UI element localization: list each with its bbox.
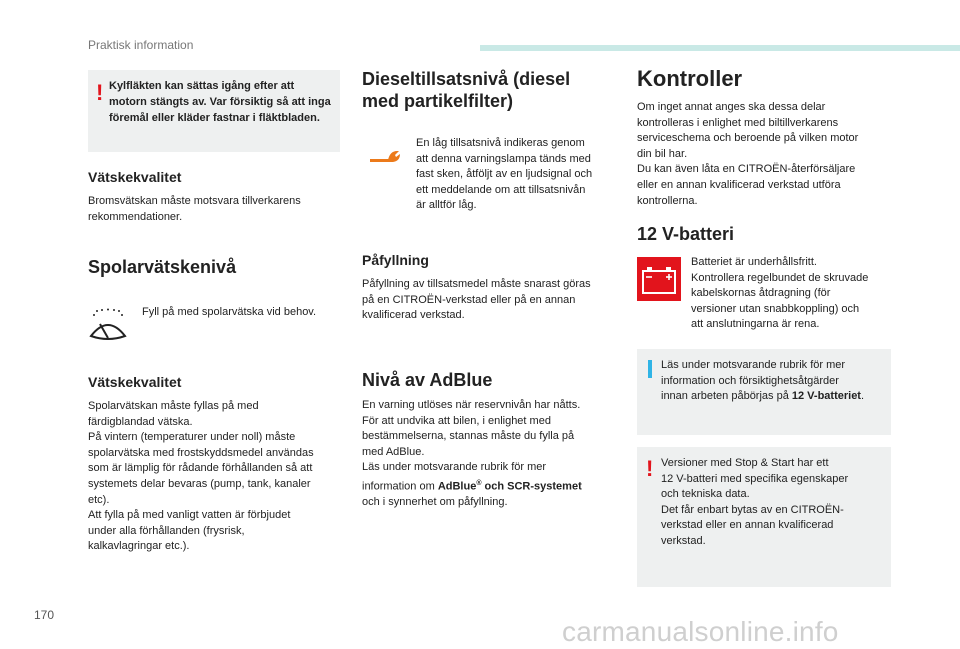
section-header: Praktisk information bbox=[88, 38, 194, 52]
text-line: kvalificerad verkstad. bbox=[362, 309, 465, 322]
text-line: En varning utlöses när reservnivån har nåtts. bbox=[362, 399, 581, 411]
windscreen-washer-icon bbox=[88, 308, 128, 344]
battery-icon bbox=[637, 257, 681, 301]
text-line: serviceschema och beroende på vilken motor bbox=[637, 132, 859, 145]
washer-fill-text: Fyll på med spolarvätska vid behov. bbox=[142, 306, 317, 318]
watermark: carmanualsonline.info bbox=[562, 616, 839, 647]
text-line: kontrolleras i enlighet med biltillverkarens bbox=[637, 116, 839, 129]
text-line: Batteriet är underhållsfritt. bbox=[691, 256, 817, 268]
battery-term: 12 V-batteriet bbox=[791, 390, 861, 403]
text-line: För att undvika att bilen, i enlighet med bbox=[362, 414, 551, 427]
heading-fluid-quality-2: Vätskekvalitet bbox=[88, 374, 182, 390]
text-line: Du kan även låta en CITROËN-återförsäljare bbox=[637, 163, 856, 176]
registered-mark: ® bbox=[476, 479, 482, 487]
battery-info-box bbox=[637, 349, 891, 435]
info-icon bbox=[648, 360, 652, 378]
text-line: som är lämplig för rådande förhållanden så att bbox=[88, 462, 313, 475]
text-line: kontrollerna. bbox=[637, 194, 698, 207]
text-line: din bil har. bbox=[637, 147, 688, 160]
text-line bbox=[362, 476, 622, 495]
text-line: Versioner med Stop & Start har ett bbox=[661, 457, 829, 469]
refill-text bbox=[362, 277, 612, 324]
text-line: Det får enbart bytas av en CITROËN- bbox=[661, 503, 844, 516]
text-line: information och försiktighetsåtgärder bbox=[661, 374, 839, 387]
checks-text bbox=[637, 100, 897, 209]
scr-term: och SCR-systemet bbox=[481, 480, 582, 493]
text-line: Spolarvätskan måste fyllas på med bbox=[88, 400, 259, 412]
heading-12v-battery: 12 V-batteri bbox=[637, 224, 735, 244]
text-line: verkstad eller en annan kvalificerad bbox=[661, 519, 834, 532]
text-span: information om bbox=[362, 480, 438, 493]
text-line: etc). bbox=[88, 493, 110, 506]
text-line: kabelskornas åtdragning (för bbox=[691, 287, 831, 300]
brake-fluid-text: Bromsvätskan måste motsvara tillverkarens rekommendationer. bbox=[88, 195, 301, 223]
text-line: Påfyllning av tillsatsmedel måste snarast göras bbox=[362, 278, 591, 290]
text-line: ett meddelande om att tillsatsnivån bbox=[416, 183, 586, 196]
text-line: Läs under motsvarande rubrik för mer bbox=[362, 461, 547, 474]
text-line bbox=[661, 389, 887, 405]
text-line: att anslutningarna är rena. bbox=[691, 318, 820, 331]
adblue-term: AdBlue bbox=[437, 480, 477, 493]
text-line: Att fylla på med vanligt vatten är förbjudet bbox=[88, 509, 291, 522]
header-accent-bar bbox=[480, 45, 960, 51]
text-line: 12 V-batteri med specifika egenskaper bbox=[661, 472, 849, 485]
heading-washer-level: Spolarvätskenivå bbox=[88, 257, 237, 277]
text-line: fast sken, åtföljt av en ljudsignal och bbox=[416, 168, 593, 181]
heading-diesel-additive bbox=[362, 68, 570, 112]
stop-start-warning-box bbox=[637, 447, 891, 587]
text-line: att denna varningslampa tänds med bbox=[416, 152, 591, 165]
diesel-additive-text bbox=[416, 136, 616, 214]
text-line: På vintern (temperaturer under noll) måste bbox=[88, 431, 296, 444]
text-line: på en CITROËN-verkstad eller på en annan bbox=[362, 293, 576, 306]
text-line: versioner utan snabbkoppling) och bbox=[691, 302, 860, 315]
text-span: innan arbeten påbörjas på bbox=[661, 390, 792, 403]
washer-fluid-quality-text bbox=[88, 399, 348, 555]
text-line: Om inget annat anges ska dessa delar bbox=[637, 101, 826, 113]
adblue-text bbox=[362, 398, 622, 511]
text-line: färdigblandad vätska. bbox=[88, 415, 193, 428]
text-line: spolarvätska med frostskyddsmedel användas bbox=[88, 446, 314, 459]
text-line: och tekniska data. bbox=[661, 488, 750, 501]
heading-adblue-level: Nivå av AdBlue bbox=[362, 370, 493, 390]
text-line: bestämmelserna, stannas måste du fylla på bbox=[362, 430, 575, 443]
text-line: En låg tillsatsnivå indikeras genom bbox=[416, 137, 585, 149]
heading-line: med partikelfilter) bbox=[362, 91, 514, 111]
text-span: . bbox=[860, 390, 865, 403]
text-line: under alla förhållanden (frysrisk, bbox=[88, 524, 245, 537]
text-line: och i synnerhet om påfyllning. bbox=[362, 496, 508, 509]
page-number: 170 bbox=[34, 608, 55, 622]
text-line: eller en annan kvalificerad verkstad utföra bbox=[637, 178, 841, 191]
warning-icon: ! bbox=[96, 80, 104, 105]
text-line: med AdBlue. bbox=[362, 445, 425, 458]
warning-icon: ! bbox=[646, 456, 654, 481]
text-line: är alltför låg. bbox=[416, 199, 477, 212]
heading-refill: Påfyllning bbox=[362, 252, 429, 268]
fan-warning-box bbox=[88, 70, 340, 152]
text-line: systemets delar bevaras (pump, tank, kanaler bbox=[88, 477, 311, 490]
heading-fluid-quality-1: Vätskekvalitet bbox=[88, 169, 182, 185]
text-line: Läs under motsvarande rubrik för mer bbox=[661, 359, 846, 371]
text-line: verkstad. bbox=[661, 534, 706, 547]
battery-text bbox=[691, 255, 901, 333]
text-line: Kontrollera regelbundet de skruvade bbox=[691, 271, 869, 284]
battery-info-text bbox=[661, 358, 887, 405]
fan-warning-text: Kylfläkten kan sättas igång efter att motorn stängts av. Var försiktig så att inga föremål eller kläder fastnar i fläktbladen. bbox=[109, 80, 331, 124]
heading-line: Dieseltillsatsnivå (diesel bbox=[362, 69, 571, 89]
wrench-warning-icon bbox=[368, 148, 402, 164]
heading-checks: Kontroller bbox=[637, 66, 743, 91]
text-line: kalkavlagringar etc.). bbox=[88, 540, 190, 553]
stop-start-warning-text bbox=[661, 456, 887, 550]
